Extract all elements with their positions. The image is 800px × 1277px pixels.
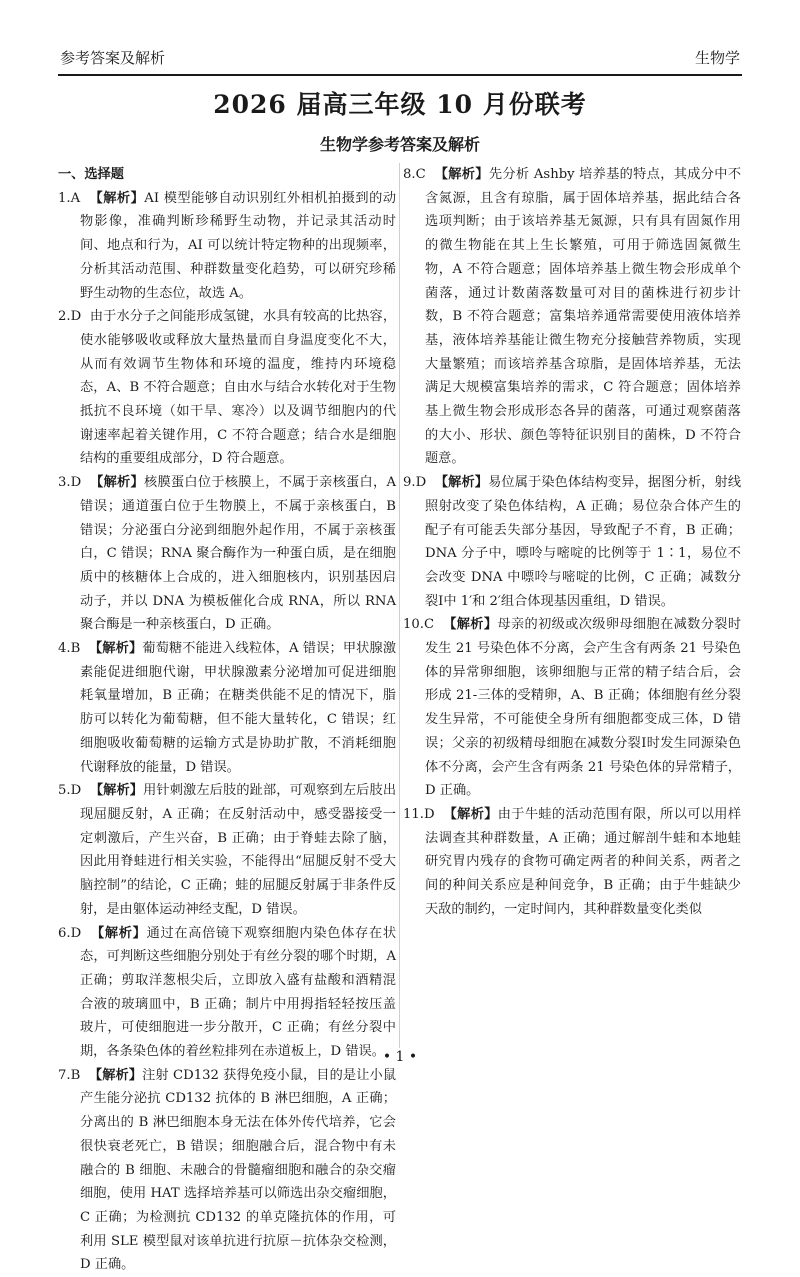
answer-item-1 bbox=[58, 187, 396, 306]
answer-text: 葡萄糖不能进入线粒体，A 错误；甲状腺激素能促进细胞代谢，甲状腺激素分泌增加可促进细胞耗氧量增加，B 正确；在糖类供能不足的情况下，脂肪可以转化为葡萄糖，但不能大量转化，C 错误；红细胞吸收葡萄糖的运输方式是协助扩散，不消耗细胞代谢释放的能量，D 错误。 bbox=[80, 641, 397, 775]
column-divider bbox=[399, 163, 400, 1048]
page-subtitle: 生物学参考答案及解析 bbox=[319, 135, 480, 154]
answer-text: 母亲的初级或次级卵母细胞在减数分裂时发生 21 号染色体不分离，会产生含有两条 21 号染色体的异常卵细胞，该卵细胞与正常的精子结合后，会形成 21-三体的受精卵，A、B 正确；体细胞有丝分裂发生异常，不可能使全身所有细胞都变成三体，D 错误；父亲的初级精母细胞在减数分裂Ⅰ时发生同源染色体不分离，会产生含有两条 21 号染色体的异常精子，D 正确。 bbox=[425, 617, 742, 799]
header-subject-label: 生物学 bbox=[694, 49, 740, 67]
answer-item-5 bbox=[58, 779, 396, 921]
answer-number: 2.D bbox=[58, 309, 82, 325]
answer-text: 先分析 Ashby 培养基的特点，其成分中不含氮源，且含有琼脂，属于固体培养基，据此结合各选项判断；由于该培养基无氮源，只有具有固氮作用的微生物能在其上生长繁殖，可用于筛选固氮微生物，A 不符合题意；固体培养基上微生物会形成单个菌落，通过计数菌落数量可对目的菌株进行初步计数，B 不符合题意；富集培养通常需要使用液体培养基，液体培养基能让微生物充分接触营养物质，实现大量繁殖；而该培养基含琼脂，是固体培养基，无法满足大规模富集培养的需求，C 符合题意；固体培养基上微生物会形成形态各异的菌落，可通过观察菌落的大小、形状、颜色等特征识别目的菌株，D 不符合题意。 bbox=[425, 167, 742, 467]
right-column bbox=[403, 163, 741, 922]
page-title: 2026 届高三年级 10 月份联考 bbox=[213, 90, 587, 119]
answer-item-8 bbox=[403, 163, 741, 471]
answer-number: 6.D bbox=[58, 925, 82, 941]
answer-number: 8.C bbox=[403, 167, 426, 182]
answer-number: 7.B bbox=[58, 1067, 81, 1083]
answer-item-9 bbox=[403, 471, 741, 613]
analysis-tag: 【解析】 bbox=[88, 641, 143, 657]
analysis-tag: 【解析】 bbox=[88, 1067, 143, 1083]
running-header bbox=[58, 48, 742, 76]
answer-number: 9.D bbox=[403, 475, 427, 491]
answer-item-3 bbox=[58, 471, 396, 637]
section-heading: 一、选择题 bbox=[58, 167, 124, 182]
analysis-tag: 【解析】 bbox=[434, 167, 489, 182]
answer-number: 1.A bbox=[58, 190, 81, 206]
analysis-tag: 【解析】 bbox=[89, 783, 144, 799]
answer-number: 4.B bbox=[58, 641, 81, 657]
answer-item-2 bbox=[58, 305, 396, 471]
answer-text: 用针刺激左后肢的趾部，可观察到左后肢出现屈腿反射，A 正确；在反射活动中，感受器接受一定刺激后，产生兴奋，B 正确；由于脊蛙去除了脑，因此用脊蛙进行相关实验，不能得出“屈腿反射不受大脑控制”的结论，C 正确；蛙的屈腿反射属于非条件反射，是由躯体运动神经支配，D 错误。 bbox=[80, 783, 397, 917]
answer-number: 3.D bbox=[58, 475, 82, 491]
answer-item-11 bbox=[403, 803, 741, 922]
answer-item-6 bbox=[58, 922, 396, 1064]
page-number: • 1 • bbox=[382, 1049, 418, 1065]
analysis-tag: 【解析】 bbox=[434, 475, 489, 491]
answer-text: AI 模型能够自动识别红外相机拍摄到的动物影像，准确判断珍稀野生动物，并记录其活动时间、地点和行为，AI 可以统计特定物种的出现频率，分析其活动范围、种群数量变化趋势，可以研究珍稀野生动物的生态位，故选 A。 bbox=[80, 190, 397, 301]
header-left-label: 参考答案及解析 bbox=[60, 49, 166, 67]
answer-text: 由于牛蛙的活动范围有限，所以可以用样法调查其种群数量，A 正确；通过解剖牛蛙和本地蛙研究胃内残存的食物可确定两者的种间关系，两者之间的种间关系应是种间竞争，B 正确；由于牛蛙缺少天敌的制约，一定时间内，其种群数量变化类似 bbox=[425, 806, 742, 917]
left-column bbox=[58, 163, 396, 1277]
answer-number: 11.D bbox=[403, 806, 435, 822]
answer-item-4 bbox=[58, 637, 396, 779]
answer-text: 由于水分子之间能形成氢键，水具有较高的比热容，使水能够吸收或释放大量热量而自身温度变化不大，从而有效调节生物体和环境的温度，维持内环境稳态，A、B 不符合题意；自由水与结合水转化对于生物抵抗不良环境（如干旱、寒冷）以及调节细胞内的代谢速率起着关键作用，C 不符合题意；结合水是细胞结构的重要组成部分，D 符合题意。 bbox=[80, 309, 397, 467]
analysis-tag: 【解析】 bbox=[443, 806, 498, 822]
answer-text: 注射 CD132 获得免疫小鼠，目的是让小鼠产生能分泌抗 CD132 抗体的 B 淋巴细胞，A 正确；分离出的 B 淋巴细胞本身无法在体外传代培养，它会很快衰老死亡，B 错误；细胞融合后，混合物中有未融合的 B 细胞、未融合的骨髓瘤细胞和融合的杂交瘤细胞，使用 HAT 选择培养基可以筛选出杂交瘤细胞，C 正确；为检测抗 CD132 的单克隆抗体的作用，可利用 SLE 模型鼠对该单抗进行抗原－抗体杂交检测，D 正确。 bbox=[80, 1067, 397, 1273]
answer-text: 易位属于染色体结构变异，据图分析，射线照射改变了染色体结构，A 正确；易位杂合体产生的配子有可能丢失部分基因，导致配子不育，B 正确；DNA 分子中，嘌呤与嘧啶的比例等于 1∶1，易位不会改变 DNA 中嘌呤与嘧啶的比例，C 正确；减数分裂Ⅰ中 1′和 2′组合体现基因重组，D 错误。 bbox=[425, 475, 742, 609]
answer-number: 10.C bbox=[403, 617, 435, 633]
analysis-tag: 【解析】 bbox=[89, 190, 145, 206]
answer-item-7 bbox=[58, 1064, 396, 1277]
analysis-tag: 【解析】 bbox=[90, 475, 144, 491]
answer-text: 通过在高倍镜下观察细胞内染色体存在状态，可判断这些细胞分别处于有丝分裂的哪个时期，A 正确；剪取洋葱根尖后，立即放入盛有盐酸和酒精混合液的玻璃皿中，B 正确；制片中用拇指轻轻按压盖玻片，可使细胞进一步分散开，C 正确；有丝分裂中期，各条染色体的着丝粒排列在赤道板上，D 错误。 bbox=[80, 925, 397, 1060]
answer-number: 5.D bbox=[58, 783, 82, 799]
answer-item-10 bbox=[403, 613, 741, 803]
analysis-tag: 【解析】 bbox=[90, 925, 147, 941]
analysis-tag: 【解析】 bbox=[443, 617, 498, 633]
answer-text: 核膜蛋白位于核膜上，不属于亲核蛋白，A 错误；通道蛋白位于生物膜上，不属于亲核蛋白，B 错误；分泌蛋白分泌到细胞外起作用，不属于亲核蛋白，C 错误；RNA 聚合酶作为一种蛋白质，是在细胞质中的核糖体上合成的，进入细胞核内，识别基因启动子，并以 DNA 为模板催化合成 RNA，所以 RNA 聚合酶是一种亲核蛋白，D 正确。 bbox=[80, 475, 396, 633]
